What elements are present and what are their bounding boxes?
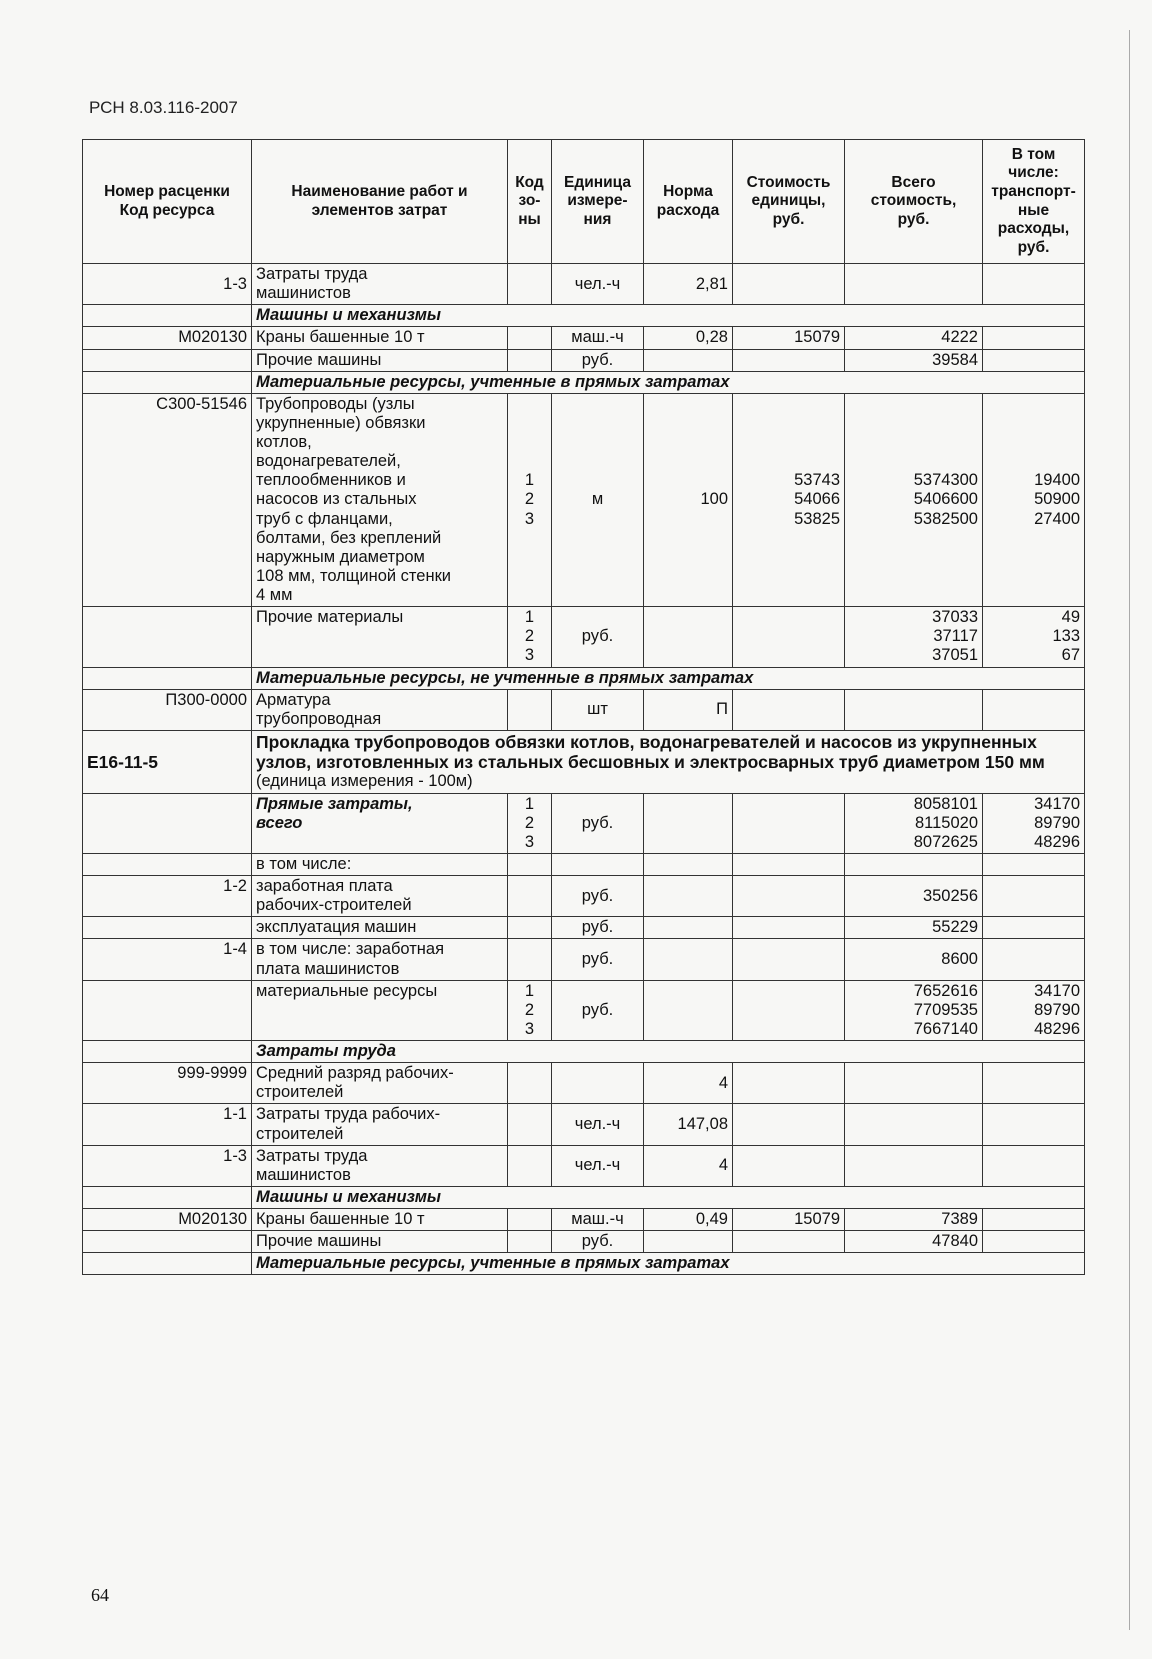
- cell-transport: [983, 1063, 1085, 1104]
- cell-transport: 49 133 67: [983, 607, 1085, 667]
- page-number: 64: [91, 1585, 109, 1605]
- cell-norm: 2,81: [644, 264, 733, 305]
- cell-code: [83, 349, 252, 371]
- table-row: [83, 607, 1085, 667]
- cell-zone: [508, 1145, 552, 1186]
- cell-name: эксплуатация машин: [252, 917, 508, 939]
- cell-zone: 1 2 3: [508, 393, 552, 606]
- cell-norm: 0,28: [644, 327, 733, 349]
- cell-norm: [644, 607, 733, 667]
- cell-total: 350256: [845, 876, 983, 917]
- table-row: [83, 1209, 1085, 1231]
- col-header-zone: Код зо- ны: [508, 140, 552, 264]
- item-title: Прокладка трубопроводов обвязки котлов, водонагревателей и насосов из укрупненных узлов, изготовленных из стальных бесшовных и электросварных труб диаметром 150 мм: [256, 731, 1045, 773]
- cell-norm: [644, 917, 733, 939]
- cell-unit-cost: [733, 349, 845, 371]
- cell-code: 1-2: [83, 876, 252, 917]
- cell-code: [83, 793, 252, 853]
- cell-transport: [983, 1104, 1085, 1145]
- cell-transport: [983, 1145, 1085, 1186]
- cell-name: Прочие машины: [252, 349, 508, 371]
- cell-name: в том числе:: [252, 853, 508, 875]
- cell-unit-cost: [733, 939, 845, 980]
- cell-total: [845, 1145, 983, 1186]
- cell-unit-cost: [733, 876, 845, 917]
- cell-name: Арматура трубопроводная: [252, 689, 508, 730]
- cell-code: [83, 1253, 252, 1275]
- cell-total: 8600: [845, 939, 983, 980]
- cell-unit: шт: [552, 689, 644, 730]
- table-row: [83, 876, 1085, 917]
- cell-code: 1-4: [83, 939, 252, 980]
- section-title: Машины и механизмы: [252, 1186, 1085, 1208]
- cell-zone: [508, 689, 552, 730]
- cell-transport: [983, 1231, 1085, 1253]
- section-row: [83, 1186, 1085, 1208]
- cell-name: Затраты труда рабочих- строителей: [252, 1104, 508, 1145]
- cell-transport: [983, 327, 1085, 349]
- cell-total: [845, 264, 983, 305]
- cell-name: Прочие материалы: [252, 607, 508, 667]
- cell-code: [83, 980, 252, 1040]
- cell-unit: руб.: [552, 1231, 644, 1253]
- cell-unit: [552, 853, 644, 875]
- cell-unit-cost: [733, 980, 845, 1040]
- cell-code: М020130: [83, 327, 252, 349]
- cell-total: 8058101 8115020 8072625: [845, 793, 983, 853]
- cell-unit: руб.: [552, 349, 644, 371]
- cell-code: 1-3: [83, 264, 252, 305]
- cell-total: 7389: [845, 1209, 983, 1231]
- table-row: [83, 917, 1085, 939]
- cell-norm: 4: [644, 1063, 733, 1104]
- cell-code: 999-9999: [83, 1063, 252, 1104]
- table-row: [83, 793, 1085, 853]
- table-row: [83, 349, 1085, 371]
- section-row: [83, 667, 1085, 689]
- document-header: РСН 8.03.116-2007: [89, 98, 238, 117]
- cell-code: [83, 1231, 252, 1253]
- cell-name: Средний разряд рабочих- строителей: [252, 1063, 508, 1104]
- item-unit-note: (единица измерения - 100м): [256, 772, 473, 791]
- cell-total: 5374300 5406600 5382500: [845, 393, 983, 606]
- cell-unit-cost: [733, 1104, 845, 1145]
- cell-unit: [552, 1063, 644, 1104]
- cell-zone: [508, 853, 552, 875]
- rates-table: [82, 139, 1085, 1275]
- cell-unit-cost: 15079: [733, 1209, 845, 1231]
- table-header-row: [83, 140, 1085, 264]
- cell-code: [83, 1041, 252, 1063]
- cell-unit-cost: [733, 264, 845, 305]
- section-row: [83, 1041, 1085, 1063]
- page-edge-line: [1129, 30, 1130, 1630]
- cell-name: в том числе: заработная плата машинистов: [252, 939, 508, 980]
- cell-unit: м: [552, 393, 644, 606]
- item-header-row: [83, 730, 1085, 793]
- cell-zone: [508, 264, 552, 305]
- cell-total: 47840: [845, 1231, 983, 1253]
- cell-unit: руб.: [552, 793, 644, 853]
- cell-name: Краны башенные 10 т: [252, 1209, 508, 1231]
- cell-transport: [983, 1209, 1085, 1231]
- cell-transport: [983, 876, 1085, 917]
- section-row: [83, 305, 1085, 327]
- cell-transport: [983, 939, 1085, 980]
- col-header-code: Номер расценки Код ресурса: [83, 140, 252, 264]
- cell-total: 55229: [845, 917, 983, 939]
- table-row: [83, 939, 1085, 980]
- cell-zone: [508, 1209, 552, 1231]
- cell-code: [83, 1186, 252, 1208]
- cell-norm: [644, 980, 733, 1040]
- cell-total: 37033 37117 37051: [845, 607, 983, 667]
- cell-total: [845, 1063, 983, 1104]
- cell-zone: [508, 917, 552, 939]
- cell-code: [83, 917, 252, 939]
- col-header-unit: Единица измере- ния: [552, 140, 644, 264]
- cell-zone: 1 2 3: [508, 793, 552, 853]
- cell-code: [83, 607, 252, 667]
- cell-norm: 100: [644, 393, 733, 606]
- cell-total: [845, 1104, 983, 1145]
- col-header-name: Наименование работ и элементов затрат: [252, 140, 508, 264]
- table-row: [83, 393, 1085, 606]
- cell-transport: [983, 264, 1085, 305]
- cell-total: 39584: [845, 349, 983, 371]
- cell-norm: [644, 853, 733, 875]
- cell-unit-cost: [733, 1063, 845, 1104]
- cell-unit: чел.-ч: [552, 1145, 644, 1186]
- cell-unit: руб.: [552, 607, 644, 667]
- cell-zone: [508, 327, 552, 349]
- section-row: [83, 371, 1085, 393]
- item-description: [252, 730, 1085, 793]
- cell-unit-cost: [733, 607, 845, 667]
- section-title: Материальные ресурсы, учтенные в прямых затратах: [252, 371, 1085, 393]
- cell-norm: 0,49: [644, 1209, 733, 1231]
- table-row: [83, 327, 1085, 349]
- cell-name: Краны башенные 10 т: [252, 327, 508, 349]
- cell-name: Прямые затраты, всего: [252, 793, 508, 853]
- cell-total: [845, 853, 983, 875]
- cell-code: 1-3: [83, 1145, 252, 1186]
- cell-zone: [508, 1104, 552, 1145]
- cell-transport: 34170 89790 48296: [983, 980, 1085, 1040]
- cell-code: П300-0000: [83, 689, 252, 730]
- cell-unit-cost: [733, 793, 845, 853]
- cell-code: [83, 305, 252, 327]
- cell-total: [845, 689, 983, 730]
- cell-code: [83, 667, 252, 689]
- cell-total: 4222: [845, 327, 983, 349]
- cell-transport: 34170 89790 48296: [983, 793, 1085, 853]
- cell-total: 7652616 7709535 7667140: [845, 980, 983, 1040]
- cell-norm: П: [644, 689, 733, 730]
- cell-unit: маш.-ч: [552, 327, 644, 349]
- cell-norm: [644, 939, 733, 980]
- cell-norm: [644, 1231, 733, 1253]
- cell-norm: [644, 349, 733, 371]
- cell-zone: [508, 349, 552, 371]
- section-title: Материальные ресурсы, учтенные в прямых затратах: [252, 1253, 1085, 1275]
- cell-zone: [508, 939, 552, 980]
- cell-norm: [644, 876, 733, 917]
- cell-name: материальные ресурсы: [252, 980, 508, 1040]
- cell-transport: [983, 349, 1085, 371]
- col-header-transport: В том числе: транспорт- ные расходы, руб.: [983, 140, 1085, 264]
- item-code: Е16-11-5: [83, 730, 252, 793]
- cell-unit-cost: 53743 54066 53825: [733, 393, 845, 606]
- cell-code: [83, 853, 252, 875]
- cell-code: С300-51546: [83, 393, 252, 606]
- cell-name: Прочие машины: [252, 1231, 508, 1253]
- col-header-unit-cost: Стоимость единицы, руб.: [733, 140, 845, 264]
- table-row: [83, 264, 1085, 305]
- cell-unit-cost: [733, 917, 845, 939]
- cell-zone: 1 2 3: [508, 980, 552, 1040]
- table-row: [83, 853, 1085, 875]
- cell-norm: 4: [644, 1145, 733, 1186]
- cell-unit: руб.: [552, 980, 644, 1040]
- cell-code: 1-1: [83, 1104, 252, 1145]
- table-row: [83, 1231, 1085, 1253]
- col-header-norm: Норма расхода: [644, 140, 733, 264]
- table-row: [83, 1104, 1085, 1145]
- section-row: [83, 1253, 1085, 1275]
- cell-zone: 1 2 3: [508, 607, 552, 667]
- cell-unit-cost: [733, 689, 845, 730]
- cell-norm: 147,08: [644, 1104, 733, 1145]
- cell-name: Затраты труда машинистов: [252, 264, 508, 305]
- col-header-total-cost: Всего стоимость, руб.: [845, 140, 983, 264]
- cell-unit-cost: [733, 1145, 845, 1186]
- cell-unit-cost: [733, 1231, 845, 1253]
- section-title: Машины и механизмы: [252, 305, 1085, 327]
- cell-name: Затраты труда машинистов: [252, 1145, 508, 1186]
- section-title: Материальные ресурсы, не учтенные в прямых затратах: [252, 667, 1085, 689]
- cell-unit-cost: [733, 853, 845, 875]
- cell-code: М020130: [83, 1209, 252, 1231]
- cell-transport: [983, 917, 1085, 939]
- cell-transport: 19400 50900 27400: [983, 393, 1085, 606]
- cell-unit: руб.: [552, 939, 644, 980]
- table-row: [83, 1063, 1085, 1104]
- cell-transport: [983, 853, 1085, 875]
- cell-norm: [644, 793, 733, 853]
- cell-unit: чел.-ч: [552, 264, 644, 305]
- cell-zone: [508, 1063, 552, 1104]
- table-row: [83, 980, 1085, 1040]
- table-row: [83, 1145, 1085, 1186]
- cell-unit: чел.-ч: [552, 1104, 644, 1145]
- cell-name: Трубопроводы (узлы укрупненные) обвязки котлов, водонагревателей, теплообменников и насосов из стальных труб с фланцами, болтами, без креплений наружным диаметром 108 мм, толщиной стенки 4 мм: [252, 393, 508, 606]
- section-title: Затраты труда: [252, 1041, 1085, 1063]
- cell-unit: маш.-ч: [552, 1209, 644, 1231]
- cell-code: [83, 371, 252, 393]
- cell-transport: [983, 689, 1085, 730]
- cell-name: заработная плата рабочих-строителей: [252, 876, 508, 917]
- cell-zone: [508, 1231, 552, 1253]
- cell-unit: руб.: [552, 876, 644, 917]
- cell-unit: руб.: [552, 917, 644, 939]
- cell-unit-cost: 15079: [733, 327, 845, 349]
- cell-zone: [508, 876, 552, 917]
- table-row: [83, 689, 1085, 730]
